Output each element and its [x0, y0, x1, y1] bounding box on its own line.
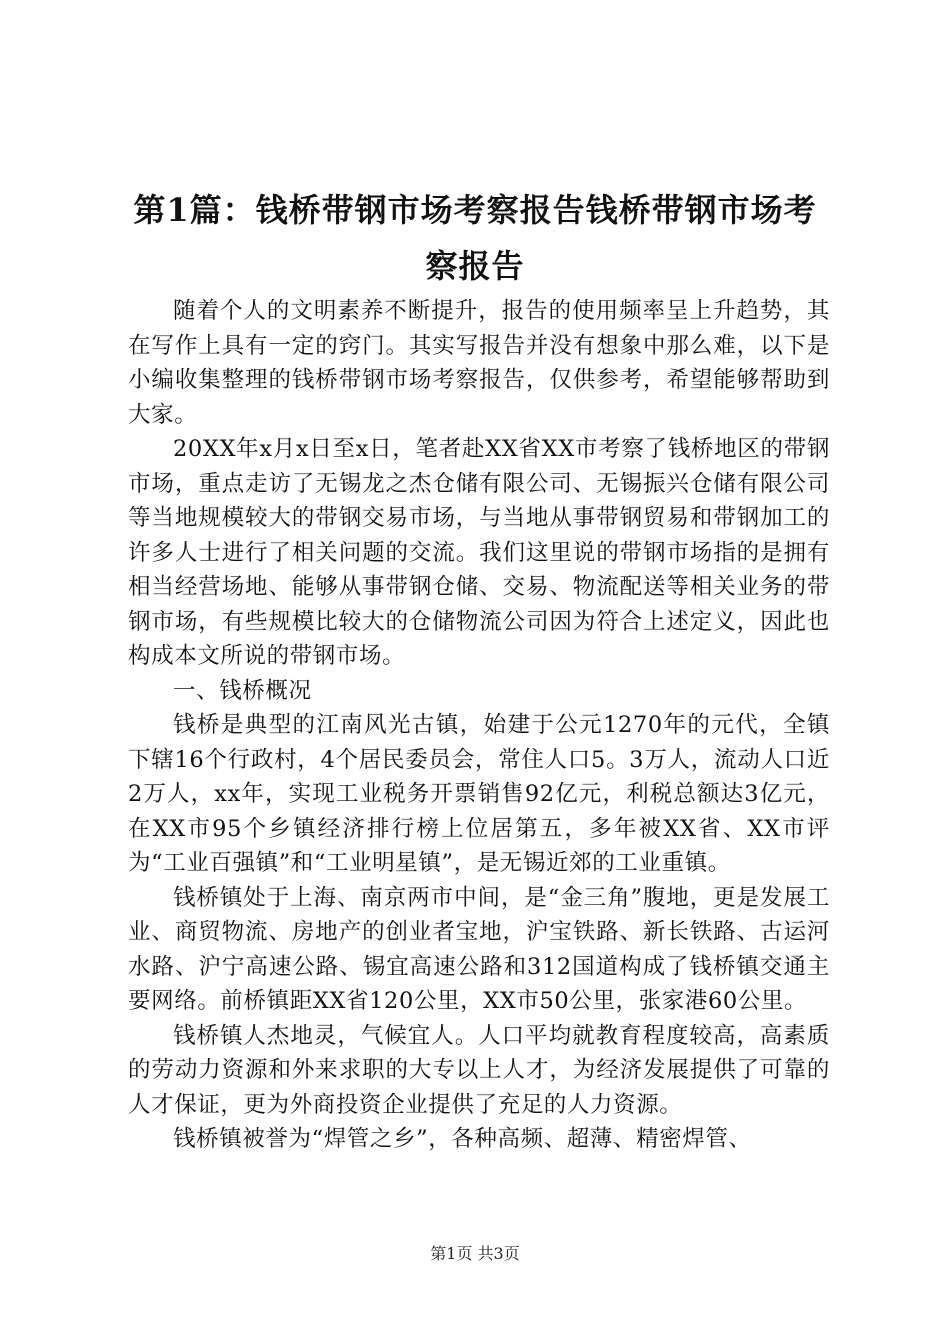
section-heading-overview: 一、钱桥概况 — [173, 677, 312, 704]
paragraph-location: 钱桥镇处于上海、南京两市中间，是“金三角”腹地，更是发展工业、商贸物流、房地产的创业者宝地，沪宝铁路、新长铁路、古运河水路、沪宁高速公路、锡宜高速公路和312国道构成了钱桥镇交通主要网络。前桥镇距XX省120公里，XX市50公里，张家港60公里。 — [128, 884, 830, 1014]
document-body — [128, 294, 830, 1157]
paragraph-visit: 20XX年x月x日至x日，笔者赴XX省XX市考察了钱桥地区的带钢市场，重点走访了无锡龙之杰仓储有限公司、无锡振兴仓储有限公司等当地规模较大的带钢交易市场，与当地从事带钢贸易和带钢加工的许多人士进行了相关问题的交流。我们这里说的带钢市场指的是拥有相当经营场地、能够从事带钢仓储、交易、物流配送等相关业务的带钢市场，有些规模比较大的仓储物流公司因为符合上述定义，因此也构成本文所说的带钢市场。 — [128, 436, 830, 669]
paragraph-town-history: 钱桥是典型的江南风光古镇，始建于公元1270年的元代，全镇下辖16个行政村，4个居民委员会，常住人口5。3万人，流动人口近2万人，xx年，实现工业税务开票销售92亿元，利税总额达3亿元，在XX市95个乡镇经济排行榜上位居第五，多年被XX省、XX市评为“工业百强镇”和“工业明星镇”，是无锡近郊的工业重镇。 — [128, 712, 830, 876]
paragraph-talent: 钱桥镇人杰地灵，气候宜人。人口平均就教育程度较高，高素质的劳动力资源和外来求职的大专以上人才，为经济发展提供了可靠的人才保证，更为外商投资企业提供了充足的人力资源。 — [128, 1022, 830, 1118]
paragraph-intro: 随着个人的文明素养不断提升，报告的使用频率呈上升趋势，其在写作上具有一定的窍门。其实写报告并没有想象中那么难，以下是小编收集整理的钱桥带钢市场考察报告，仅供参考，希望能够帮助到大家。 — [128, 298, 830, 428]
document-title: 第1篇：钱桥带钢市场考察报告钱桥带钢市场考察报告 — [133, 191, 817, 285]
page-footer: 第1页 共3页 — [430, 1244, 520, 1263]
paragraph-pipe-hometown: 钱桥镇被誉为“焊管之乡”，各种高频、超薄、精密焊管、 — [173, 1126, 752, 1152]
